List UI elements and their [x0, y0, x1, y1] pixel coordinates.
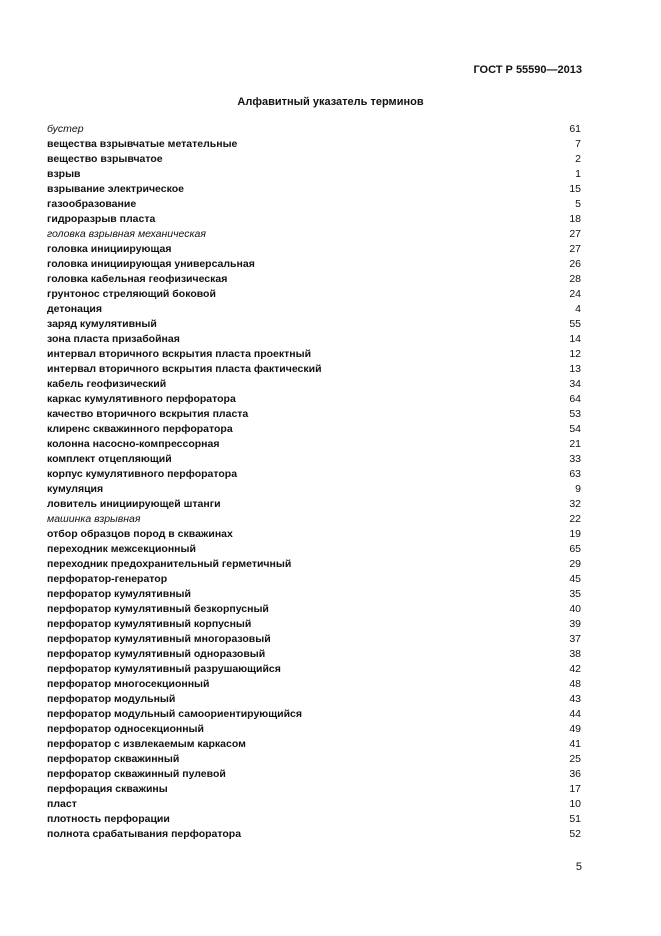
index-page-ref: 41	[569, 738, 581, 750]
index-term: машинка взрывная	[47, 513, 141, 525]
index-term: полнота срабатывания перфоратора	[47, 828, 242, 840]
index-entry	[47, 422, 581, 437]
index-entry	[47, 542, 581, 557]
index-page-ref: 2	[575, 153, 581, 165]
index-page-ref: 12	[569, 348, 581, 360]
index-entry	[47, 272, 581, 287]
index-term: зона пласта призабойная	[47, 333, 180, 345]
index-term: качество вторичного вскрытия пласта	[47, 408, 249, 420]
index-term: перфорация скважины	[47, 783, 168, 795]
index-entry	[47, 497, 581, 512]
index-page-ref: 13	[569, 363, 581, 375]
index-entry	[47, 197, 581, 212]
index-entry	[47, 767, 581, 782]
index-entry	[47, 722, 581, 737]
index-page-ref: 61	[569, 123, 581, 135]
index-entry	[47, 317, 581, 332]
index-entry	[47, 482, 581, 497]
index-term: переходник предохранительный герметичный	[47, 558, 292, 570]
index-entry	[47, 377, 581, 392]
index-entry	[47, 437, 581, 452]
index-entry	[47, 137, 581, 152]
index-term: детонация	[47, 303, 103, 315]
index-term: бустер	[47, 123, 84, 135]
index-term: перфоратор модульный самоориентирующийся	[47, 708, 302, 720]
index-term: головка инициирующая универсальная	[47, 258, 255, 270]
index-entry	[47, 407, 581, 422]
index-page-ref: 7	[575, 138, 581, 150]
index-entry	[47, 302, 581, 317]
index-term: взрыв	[47, 168, 81, 180]
index-term: интервал вторичного вскрытия пласта фактический	[47, 363, 322, 375]
index-term: газообразование	[47, 198, 137, 210]
index-entry	[47, 677, 581, 692]
index-page-ref: 24	[569, 288, 581, 300]
index-term: перфоратор кумулятивный разрушающийся	[47, 663, 281, 675]
index-page-ref: 10	[569, 798, 581, 810]
index-entry	[47, 527, 581, 542]
index-page-ref: 29	[569, 558, 581, 570]
index-page-ref: 28	[569, 273, 581, 285]
index-entry	[47, 647, 581, 662]
index-page-ref: 40	[569, 603, 581, 615]
index-term: взрывание электрическое	[47, 183, 184, 195]
index-term: перфоратор модульный	[47, 693, 176, 705]
index-entry	[47, 602, 581, 617]
index-term: заряд кумулятивный	[47, 318, 157, 330]
index-entry	[47, 632, 581, 647]
index-page-ref: 36	[569, 768, 581, 780]
index-term: перфоратор кумулятивный корпусный	[47, 618, 252, 630]
index-page-ref: 49	[569, 723, 581, 735]
index-term: пласт	[47, 798, 77, 810]
index-entry	[47, 242, 581, 257]
index-entry	[47, 332, 581, 347]
index-page-ref: 44	[569, 708, 581, 720]
index-page-ref: 54	[569, 423, 581, 435]
index-term: гидроразрыв пласта	[47, 213, 156, 225]
index-page-ref: 17	[569, 783, 581, 795]
index-page-ref: 34	[569, 378, 581, 390]
index-page-ref: 42	[569, 663, 581, 675]
index-entry	[47, 512, 581, 527]
index-entry	[47, 362, 581, 377]
index-term: вещество взрывчатое	[47, 153, 163, 165]
index-page-ref: 39	[569, 618, 581, 630]
index-page-ref: 38	[569, 648, 581, 660]
index-term: перфоратор кумулятивный безкорпусный	[47, 603, 269, 615]
index-entry	[47, 287, 581, 302]
term-index-list	[47, 122, 581, 842]
index-term: перфоратор скважинный	[47, 753, 180, 765]
index-entry	[47, 467, 581, 482]
index-page-ref: 64	[569, 393, 581, 405]
index-term: плотность перфорации	[47, 813, 170, 825]
index-entry	[47, 737, 581, 752]
index-page-ref: 15	[569, 183, 581, 195]
page-number: 5	[575, 861, 582, 873]
index-term: головка инициирующая	[47, 243, 172, 255]
index-term: грунтонос стреляющий боковой	[47, 288, 216, 300]
index-entry	[47, 182, 581, 197]
index-page-ref: 27	[569, 243, 581, 255]
index-term: перфоратор кумулятивный	[47, 588, 191, 600]
index-entry	[47, 782, 581, 797]
index-page-ref: 43	[569, 693, 581, 705]
index-term: вещества взрывчатые метательные	[47, 138, 238, 150]
index-title: Алфавитный указатель терминов	[237, 96, 424, 108]
document-code: ГОСТ Р 55590—2013	[473, 64, 582, 76]
index-page-ref: 63	[569, 468, 581, 480]
index-term: отбор образцов пород в скважинах	[47, 528, 233, 540]
index-entry	[47, 617, 581, 632]
index-term: кабель геофизический	[47, 378, 167, 390]
index-entry	[47, 452, 581, 467]
index-term: каркас кумулятивного перфоратора	[47, 393, 236, 405]
index-entry	[47, 707, 581, 722]
index-entry	[47, 347, 581, 362]
index-term: головка взрывная механическая	[47, 228, 206, 240]
index-entry	[47, 812, 581, 827]
index-page-ref: 48	[569, 678, 581, 690]
index-entry	[47, 152, 581, 167]
index-page-ref: 19	[569, 528, 581, 540]
index-page-ref: 65	[569, 543, 581, 555]
index-page-ref: 52	[569, 828, 581, 840]
index-term: перфоратор-генератор	[47, 573, 168, 585]
index-page-ref: 22	[569, 513, 581, 525]
index-page-ref: 35	[569, 588, 581, 600]
index-page-ref: 25	[569, 753, 581, 765]
index-page-ref: 18	[569, 213, 581, 225]
index-page-ref: 5	[575, 198, 581, 210]
index-page-ref: 53	[569, 408, 581, 420]
index-page-ref: 21	[569, 438, 581, 450]
index-entry	[47, 572, 581, 587]
index-page-ref: 32	[569, 498, 581, 510]
index-term: перфоратор с извлекаемым каркасом	[47, 738, 246, 750]
index-term: комплект отцепляющий	[47, 453, 172, 465]
index-term: перфоратор скважинный пулевой	[47, 768, 226, 780]
index-page-ref: 26	[569, 258, 581, 270]
index-entry	[47, 752, 581, 767]
index-entry	[47, 227, 581, 242]
index-page-ref: 55	[569, 318, 581, 330]
index-term: кумуляция	[47, 483, 104, 495]
index-entry	[47, 122, 581, 137]
index-page-ref: 27	[569, 228, 581, 240]
index-entry	[47, 392, 581, 407]
index-term: перфоратор кумулятивный многоразовый	[47, 633, 271, 645]
index-entry	[47, 557, 581, 572]
index-entry	[47, 827, 581, 842]
index-term: интервал вторичного вскрытия пласта проектный	[47, 348, 312, 360]
index-term: клиренс скважинного перфоратора	[47, 423, 233, 435]
index-term: головка кабельная геофизическая	[47, 273, 228, 285]
index-term: корпус кумулятивного перфоратора	[47, 468, 238, 480]
index-page-ref: 9	[575, 483, 581, 495]
index-entry	[47, 692, 581, 707]
index-entry	[47, 212, 581, 227]
index-entry	[47, 662, 581, 677]
index-page-ref: 14	[569, 333, 581, 345]
index-term: перфоратор многосекционный	[47, 678, 210, 690]
index-entry	[47, 797, 581, 812]
index-term: ловитель инициирующей штанги	[47, 498, 221, 510]
index-page-ref: 33	[569, 453, 581, 465]
index-entry	[47, 257, 581, 272]
index-entry	[47, 167, 581, 182]
index-page-ref: 1	[575, 168, 581, 180]
index-page-ref: 4	[575, 303, 581, 315]
index-term: перфоратор кумулятивный одноразовый	[47, 648, 266, 660]
index-page-ref: 45	[569, 573, 581, 585]
index-entry	[47, 587, 581, 602]
index-term: переходник межсекционный	[47, 543, 196, 555]
index-page-ref: 51	[569, 813, 581, 825]
index-page-ref: 37	[569, 633, 581, 645]
index-term: колонна насосно-компрессорная	[47, 438, 220, 450]
index-term: перфоратор односекционный	[47, 723, 204, 735]
